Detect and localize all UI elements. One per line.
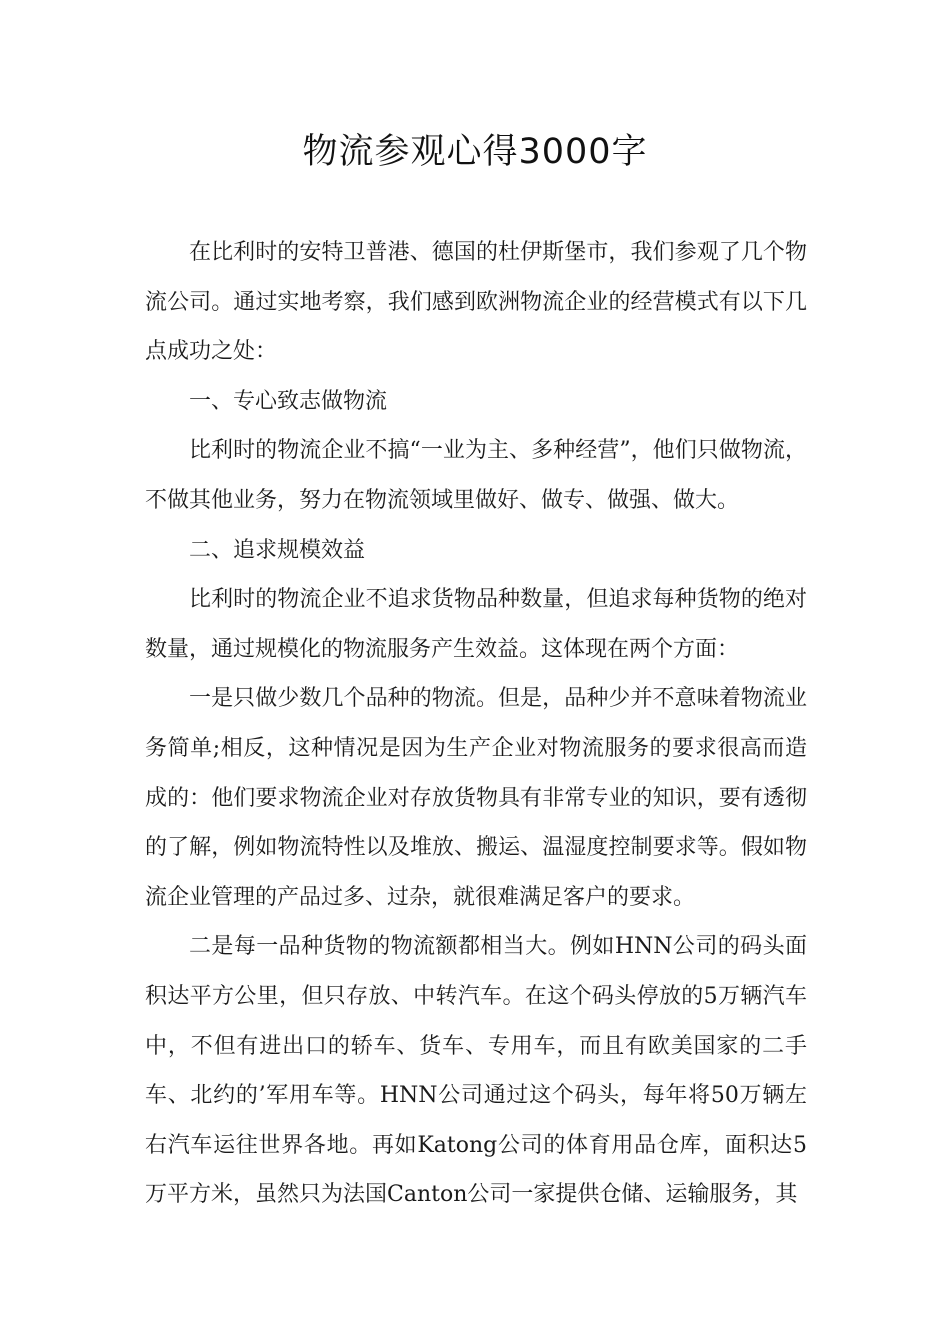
paragraph-point-two: 二是每一品种货物的物流额都相当大。例如HNN公司的码头面积达平方公里，但只存放、中转汽车。在这个码头停放的5万辆汽车中，不但有进出口的轿车、货车、专用车，而且有欧美国家的二手车、北约的’军用车等。HNN公司通过这个码头，每年将50万辆左右汽车运往世界各地。再如Katong公司的体育用品仓库，面积达5万平方米，虽然只为法国Canton公司一家提供仓储、运输服务，其 xyxy=(145,934,807,1208)
paragraph-point-one: 一是只做少数几个品种的物流。但是，品种少并不意味着物流业务简单;相反，这种情况是因为生产企业对物流服务的要求很高而造成的：他们要求物流企业对存放货物具有非常专业的知识，要有透彻的了解，例如物流特性以及堆放、搬运、温湿度控制要求等。假如物流企业管理的产品过多、过杂，就很难满足客户的要求。 xyxy=(145,686,807,910)
paragraph-intro: 在比利时的安特卫普港、德国的杜伊斯堡市，我们参观了几个物流公司。通过实地考察，我们感到欧洲物流企业的经营模式有以下几点成功之处： xyxy=(145,240,807,365)
section-heading-1: 一、专心致志做物流 xyxy=(189,388,388,414)
paragraph-scale: 比利时的物流企业不追求货物品种数量，但追求每种货物的绝对数量，通过规模化的物流服务产生效益。这体现在两个方面： xyxy=(145,587,807,662)
document-body xyxy=(145,228,807,1220)
section-heading-2: 二、追求规模效益 xyxy=(189,537,366,563)
document-title: 物流参观心得3000字 xyxy=(302,132,648,172)
paragraph-focus: 比利时的物流企业不搞“一业为主、多种经营”，他们只做物流，不做其他业务，努力在物流领域里做好、做专、做强、做大。 xyxy=(145,438,807,513)
